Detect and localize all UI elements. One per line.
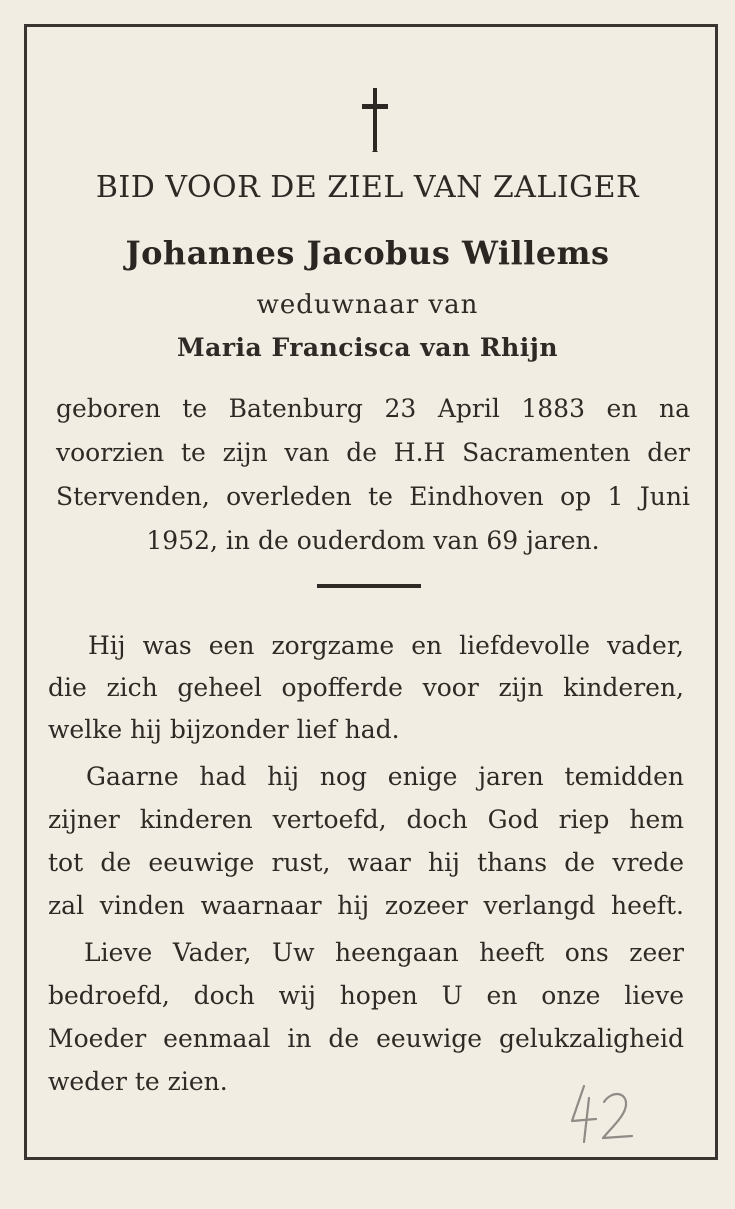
tribute-line-7: zal vinden waarnaar hij zozeer verlangd heeft.: [48, 891, 684, 920]
section-divider: [317, 584, 421, 588]
prayer-title: BID VOOR DE ZIEL VAN ZALIGER: [95, 170, 640, 205]
tribute-line-11: weder te zien.: [48, 1067, 228, 1096]
tribute-line-3: welke hij bijzonder lief had.: [48, 715, 400, 744]
tribute-line-1: Hij was een zorgzame en liefdevolle vader,: [88, 631, 684, 660]
tribute-line-9: bedroefd, doch wij hopen U en onze lieve: [48, 981, 684, 1010]
tribute-line-2: die zich geheel opofferde voor zijn kinderen,: [48, 673, 684, 702]
handwritten-number: [566, 1078, 646, 1148]
cross-icon: [357, 86, 393, 152]
biography-line-3: Stervenden, overleden te Eindhoven op 1 Juni: [56, 482, 690, 511]
tribute-line-5: zijner kinderen vertoefd, doch God riep hem: [48, 805, 684, 834]
deceased-name: Johannes Jacobus Willems: [125, 234, 610, 272]
spouse-name: Maria Francisca van Rhijn: [177, 333, 558, 362]
tribute-line-6: tot de eeuwige rust, waar hij thans de vrede: [48, 848, 684, 877]
tribute-line-4: Gaarne had hij nog enige jaren temidden: [86, 762, 684, 791]
relation-text: weduwnaar van: [256, 290, 479, 320]
tribute-line-8: Lieve Vader, Uw heengaan heeft ons zeer: [84, 938, 684, 967]
biography-line-1: geboren te Batenburg 23 April 1883 en na: [56, 394, 690, 423]
biography-line-4: 1952, in de ouderdom van 69 jaren.: [146, 526, 600, 555]
biography-line-2: voorzien te zijn van de H.H Sacramenten der: [56, 438, 690, 467]
tribute-line-10: Moeder eenmaal in de eeuwige gelukzaligheid: [48, 1024, 684, 1053]
